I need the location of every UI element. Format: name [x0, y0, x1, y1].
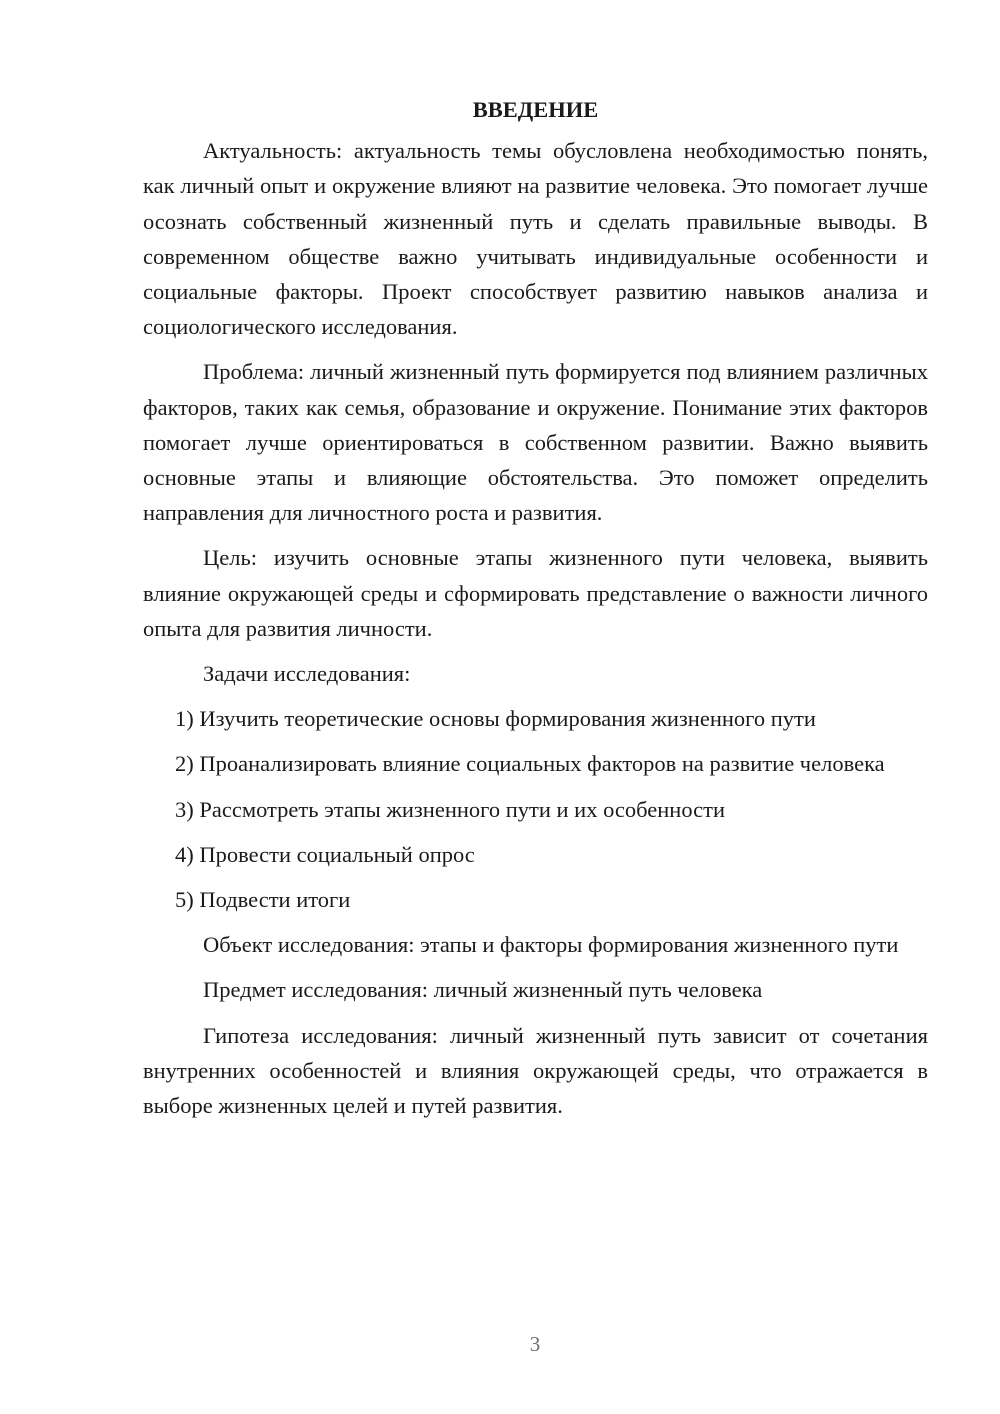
task-item: 5) Подвести итоги — [175, 887, 351, 913]
goal-paragraph: Цель: изучить основные этапы жизненного пути человека, выявить влияние окружающей среды и сформировать представление о важности личного опыта для развития личности. — [143, 545, 928, 641]
subject-paragraph: Предмет исследования: личный жизненный путь человека — [203, 977, 763, 1003]
hypothesis-paragraph: Гипотеза исследования: личный жизненный путь зависит от сочетания внутренних особенностей и влияния окружающей среды, что отражается в выборе жизненных целей и путей развития. — [143, 1022, 928, 1119]
task-item: 1) Изучить теоретические основы формирования жизненного пути — [175, 706, 816, 732]
relevance-paragraph: Актуальность: актуальность темы обусловлена необходимостью понять, как личный опыт и окружение влияют на развитие человека. Это помогает лучше осознать собственный жизненный путь и сделать правильные выводы. В современном обществе важно учитывать индивидуальные особенности и социальные факторы. Проект способствует развитию навыков анализа и социологического исследования. — [143, 138, 928, 340]
task-item: 4) Провести социальный опрос — [175, 841, 475, 867]
task-item: 3) Рассмотреть этапы жизненного пути и их особенности — [175, 796, 726, 822]
tasks-heading: Задачи исследования: — [203, 661, 411, 687]
section-heading: ВВЕДЕНИЕ — [472, 97, 599, 122]
task-item: 2) Проанализировать влияние социальных факторов на развитие человека — [175, 751, 885, 777]
problem-paragraph: Проблема: личный жизненный путь формируется под влиянием различных факторов, таких как семья, образование и окружение. Понимание этих факторов помогает лучше ориентироваться в собственном развитии. Важно выявить основные этапы и влияющие обстоятельства. Это поможет определить направления для личностного роста и развития. — [143, 359, 928, 526]
page-number: 3 — [529, 1332, 541, 1356]
object-paragraph: Объект исследования: этапы и факторы формирования жизненного пути — [203, 932, 899, 958]
document-body — [143, 92, 928, 1133]
